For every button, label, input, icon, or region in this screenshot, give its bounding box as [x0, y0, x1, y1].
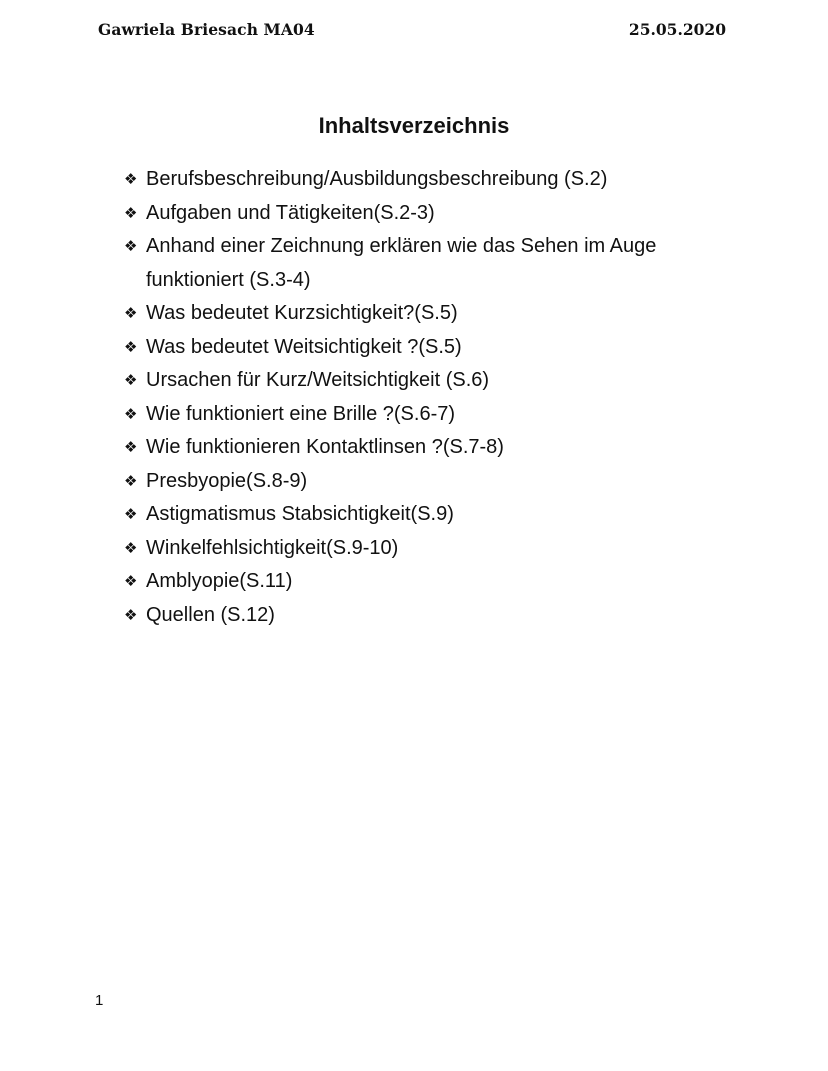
diamond-bullet-icon: ❖ — [124, 371, 138, 389]
toc-item-text: Wie funktioniert eine Brille ?(S.6-7) — [146, 402, 456, 425]
diamond-bullet-icon: ❖ — [124, 170, 138, 188]
diamond-bullet-icon: ❖ — [124, 572, 138, 590]
toc-item-text: Astigmatismus Stabsichtigkeit(S.9) — [146, 503, 454, 525]
diamond-bullet-icon: ❖ — [124, 471, 138, 490]
toc-item — [124, 398, 744, 432]
toc-item-text: Was bedeutet Weitsichtigkeit ?(S.5) — [146, 335, 462, 358]
diamond-bullet-icon: ❖ — [124, 505, 138, 523]
toc-item — [124, 364, 744, 398]
toc-item — [124, 230, 744, 297]
toc-item — [124, 197, 744, 231]
diamond-bullet-icon: ❖ — [124, 438, 138, 456]
toc-item — [124, 297, 744, 331]
diamond-bullet-icon: ❖ — [124, 337, 138, 356]
toc-item — [124, 498, 744, 532]
toc-item-text: Ursachen für Kurz/Weitsichtigkeit (S.6) — [146, 369, 490, 391]
toc-item-text: Quellen (S.12) — [146, 603, 275, 626]
diamond-bullet-icon: ❖ — [124, 304, 138, 322]
diamond-bullet-icon: ❖ — [124, 538, 138, 557]
toc-item — [124, 431, 744, 465]
diamond-bullet-icon: ❖ — [124, 605, 138, 624]
toc-item-text: Presbyopie(S.8-9) — [146, 469, 308, 492]
page-number: 1 — [95, 992, 104, 1009]
diamond-bullet-icon: ❖ — [124, 404, 138, 423]
diamond-bullet-icon: ❖ — [124, 203, 138, 222]
toc-item-text: Wie funktionieren Kontaktlinsen ?(S.7-8) — [146, 436, 504, 458]
toc-item-text: Amblyopie(S.11) — [146, 570, 293, 592]
toc-item — [124, 465, 744, 499]
toc-item — [124, 331, 744, 365]
date-header: 25.05.2020 — [628, 20, 726, 39]
toc-item — [124, 163, 744, 197]
toc-item — [124, 565, 744, 599]
page-title: Inhaltsverzeichnis — [318, 113, 510, 138]
toc-item — [124, 532, 744, 566]
toc-item-text: Aufgaben und Tätigkeiten(S.2-3) — [146, 201, 435, 224]
toc-item — [124, 599, 744, 633]
toc-item-text: Winkelfehlsichtigkeit(S.9-10) — [146, 536, 399, 559]
table-of-contents — [124, 163, 744, 632]
toc-item-text: Was bedeutet Kurzsichtigkeit?(S.5) — [146, 302, 458, 324]
diamond-bullet-icon: ❖ — [124, 237, 138, 255]
toc-item-text: Berufsbeschreibung/Ausbildungsbeschreibung (S.2) — [146, 168, 608, 190]
author-header: Gawriela Briesach MA04 — [98, 20, 315, 39]
toc-item-text: Anhand einer Zeichnung erklären wie das Sehen im Auge funktioniert (S.3-4) — [146, 235, 657, 291]
